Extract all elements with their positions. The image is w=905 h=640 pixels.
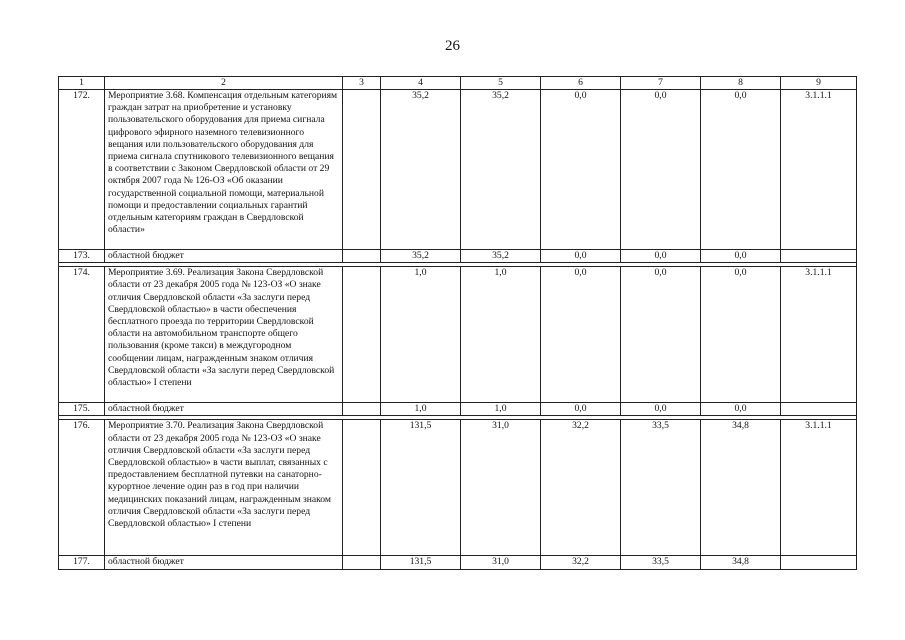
cell-col4: 1,0 bbox=[381, 403, 461, 416]
cell-col8: 0,0 bbox=[701, 250, 781, 263]
cell-col8: 0,0 bbox=[701, 267, 781, 403]
cell-col5: 1,0 bbox=[461, 267, 541, 403]
column-header: 9 bbox=[781, 77, 857, 90]
cell-col3 bbox=[343, 403, 381, 416]
cell-col6: 32,2 bbox=[541, 420, 621, 556]
cell-col9: 3.1.1.1 bbox=[781, 420, 857, 556]
cell-col9 bbox=[781, 250, 857, 263]
cell-col3 bbox=[343, 90, 381, 250]
cell-col6: 0,0 bbox=[541, 267, 621, 403]
cell-col8: 0,0 bbox=[701, 403, 781, 416]
column-header: 2 bbox=[105, 77, 343, 90]
program-table bbox=[58, 76, 857, 570]
page-number: 26 bbox=[445, 38, 460, 54]
row-description: областной бюджет bbox=[105, 250, 343, 263]
cell-col5: 35,2 bbox=[461, 90, 541, 250]
cell-col5: 1,0 bbox=[461, 403, 541, 416]
column-header: 1 bbox=[59, 77, 105, 90]
row-description: областной бюджет bbox=[105, 556, 343, 569]
table-row bbox=[59, 267, 857, 403]
cell-col4: 131,5 bbox=[381, 556, 461, 569]
cell-col9: 3.1.1.1 bbox=[781, 90, 857, 250]
column-header: 5 bbox=[461, 77, 541, 90]
column-header: 7 bbox=[621, 77, 701, 90]
row-description: Мероприятие 3.68. Компенсация отдельным категориям граждан затрат на приобретение и установку пользовательского оборудования для приема сигнала цифрового эфирного наземного телевизионного вещания или пользовательского оборудования для приема сигнала спутникового телевизионного вещания в соответствии с Законом Свердловской области от 29 октября 2007 года № 126-ОЗ «Об оказании государственной социальной помощи, материальной помощи и предоставлении социальных гарантий отдельным категориям граждан в Свердловской области» bbox=[105, 90, 343, 250]
table-header-row bbox=[59, 77, 857, 90]
cell-col8: 0,0 bbox=[701, 90, 781, 250]
cell-col5: 35,2 bbox=[461, 250, 541, 263]
cell-col4: 35,2 bbox=[381, 250, 461, 263]
cell-col7: 0,0 bbox=[621, 250, 701, 263]
cell-col7: 0,0 bbox=[621, 90, 701, 250]
cell-col7: 33,5 bbox=[621, 420, 701, 556]
row-number: 174. bbox=[59, 267, 105, 403]
cell-col3 bbox=[343, 556, 381, 569]
table-row bbox=[59, 403, 857, 416]
table-row bbox=[59, 90, 857, 250]
cell-col4: 35,2 bbox=[381, 90, 461, 250]
column-header: 8 bbox=[701, 77, 781, 90]
row-description: Мероприятие 3.69. Реализация Закона Свердловской области от 23 декабря 2005 года № 123-ОЗ «О знаке отличия Свердловской области «За заслуги перед Свердловской областью» в части обеспечения бесплатного проезда по территории Свердловской области на автомобильном транспорте общего пользования (кроме такси) в междугородном сообщении лицам, награжденным знаком отличия Свердловской области «За заслуги перед Свердловской областью» I степени bbox=[105, 267, 343, 403]
row-number: 173. bbox=[59, 250, 105, 263]
cell-col4: 131,5 bbox=[381, 420, 461, 556]
cell-col5: 31,0 bbox=[461, 556, 541, 569]
cell-col7: 0,0 bbox=[621, 267, 701, 403]
column-header: 3 bbox=[343, 77, 381, 90]
cell-col9: 3.1.1.1 bbox=[781, 267, 857, 403]
row-number: 176. bbox=[59, 420, 105, 556]
table-row bbox=[59, 250, 857, 263]
cell-col3 bbox=[343, 267, 381, 403]
cell-col9 bbox=[781, 556, 857, 569]
cell-col8: 34,8 bbox=[701, 556, 781, 569]
cell-col9 bbox=[781, 403, 857, 416]
row-number: 175. bbox=[59, 403, 105, 416]
cell-col8: 34,8 bbox=[701, 420, 781, 556]
row-description: областной бюджет bbox=[105, 403, 343, 416]
cell-col5: 31,0 bbox=[461, 420, 541, 556]
table-row bbox=[59, 420, 857, 556]
cell-col6: 32,2 bbox=[541, 556, 621, 569]
column-header: 6 bbox=[541, 77, 621, 90]
table-row bbox=[59, 556, 857, 569]
cell-col3 bbox=[343, 250, 381, 263]
cell-col6: 0,0 bbox=[541, 250, 621, 263]
cell-col3 bbox=[343, 420, 381, 556]
row-number: 172. bbox=[59, 90, 105, 250]
cell-col6: 0,0 bbox=[541, 403, 621, 416]
column-header: 4 bbox=[381, 77, 461, 90]
row-description: Мероприятие 3.70. Реализация Закона Свердловской области от 23 декабря 2005 года № 123-ОЗ «О знаке отличия Свердловской области «За заслуги перед Свердловской областью» в части выплат, связанных с предоставлением бесплатной путевки на санаторно-курортное лечение один раз в год при наличии медицинских показаний лицам, награжденным знаком отличия Свердловской области «За заслуги перед Свердловской областью» I степени bbox=[105, 420, 343, 556]
cell-col4: 1,0 bbox=[381, 267, 461, 403]
row-number: 177. bbox=[59, 556, 105, 569]
cell-col7: 0,0 bbox=[621, 403, 701, 416]
cell-col6: 0,0 bbox=[541, 90, 621, 250]
cell-col7: 33,5 bbox=[621, 556, 701, 569]
